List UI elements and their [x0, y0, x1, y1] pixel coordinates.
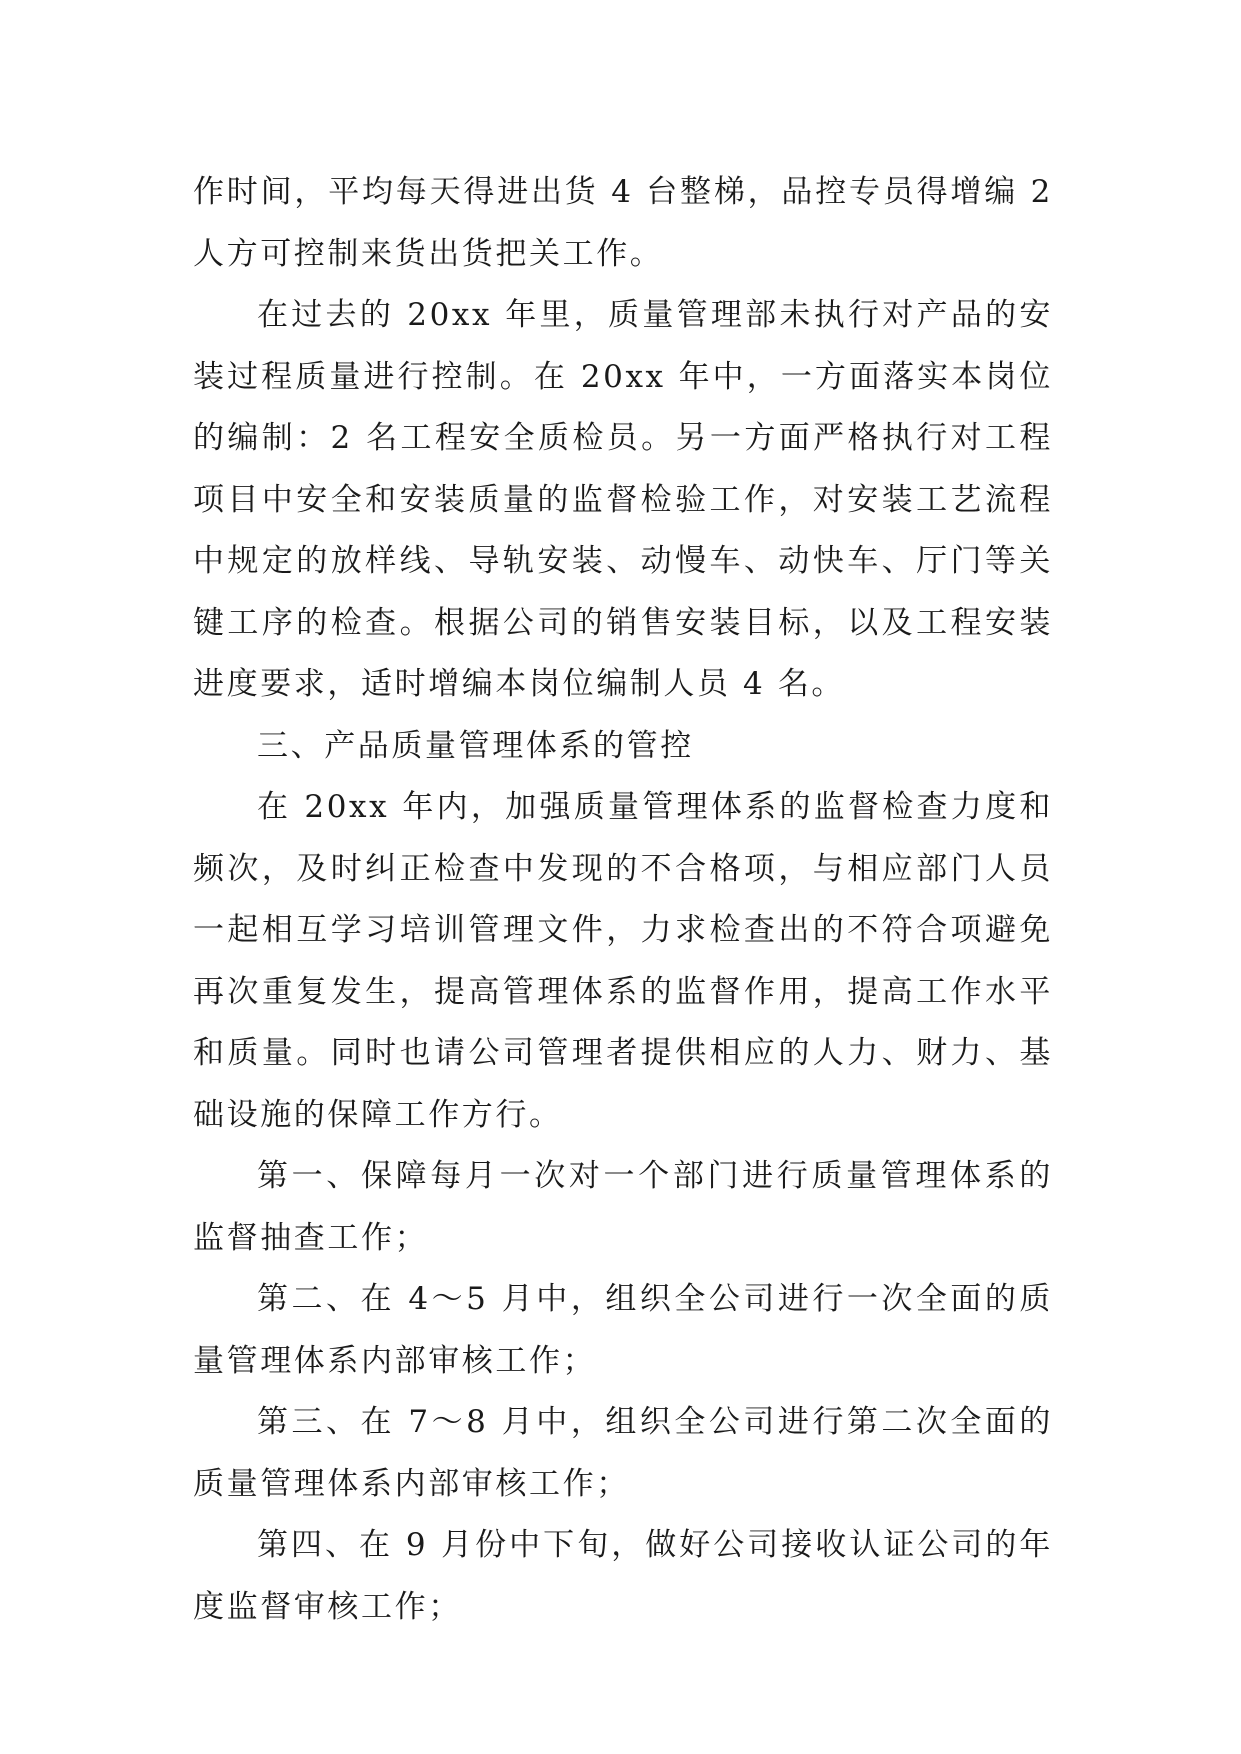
- paragraph-installation-control: 在过去的 20xx 年里，质量管理部未执行对产品的安装过程质量进行控制。在 20xx 年中，一方面落实本岗位的编制：2 名工程安全质检员。另一方面严格执行对工程项目中安全和安装质量的监督检验工作，对安装工艺流程中规定的放样线、导轨安装、动慢车、动快车、厅门等关键工序的检查。根据公司的销售安装目标，以及工程安装进度要求，适时增编本岗位编制人员 4 名。: [193, 297, 1053, 702]
- document-body: [193, 162, 1053, 1638]
- list-item-fourth: 第四、在 9 月份中下旬，做好公司接收认证公司的年度监督审核工作；: [193, 1527, 1053, 1625]
- list-item-third: 第三、在 7～8 月中，组织全公司进行第二次全面的质量管理体系内部审核工作；: [193, 1404, 1053, 1502]
- list-item-first: 第一、保障每月一次对一个部门进行质量管理体系的监督抽查工作；: [193, 1158, 1053, 1256]
- paragraph-system-supervision: 在 20xx 年内，加强质量管理体系的监督检查力度和频次，及时纠正检查中发现的不合格项，与相应部门人员一起相互学习培训管理文件，力求检查出的不符合项避免再次重复发生，提高管理体系的监督作用，提高工作水平和质量。同时也请公司管理者提供相应的人力、财力、基础设施的保障工作方行。: [193, 789, 1053, 1133]
- section-heading-quality-system: 三、产品质量管理体系的管控: [257, 727, 694, 764]
- list-item-second: 第二、在 4～5 月中，组织全公司进行一次全面的质量管理体系内部审核工作；: [193, 1281, 1053, 1379]
- paragraph-continuation: 作时间，平均每天得进出货 4 台整梯，品控专员得增编 2 人方可控制来货出货把关工作。: [193, 174, 1053, 272]
